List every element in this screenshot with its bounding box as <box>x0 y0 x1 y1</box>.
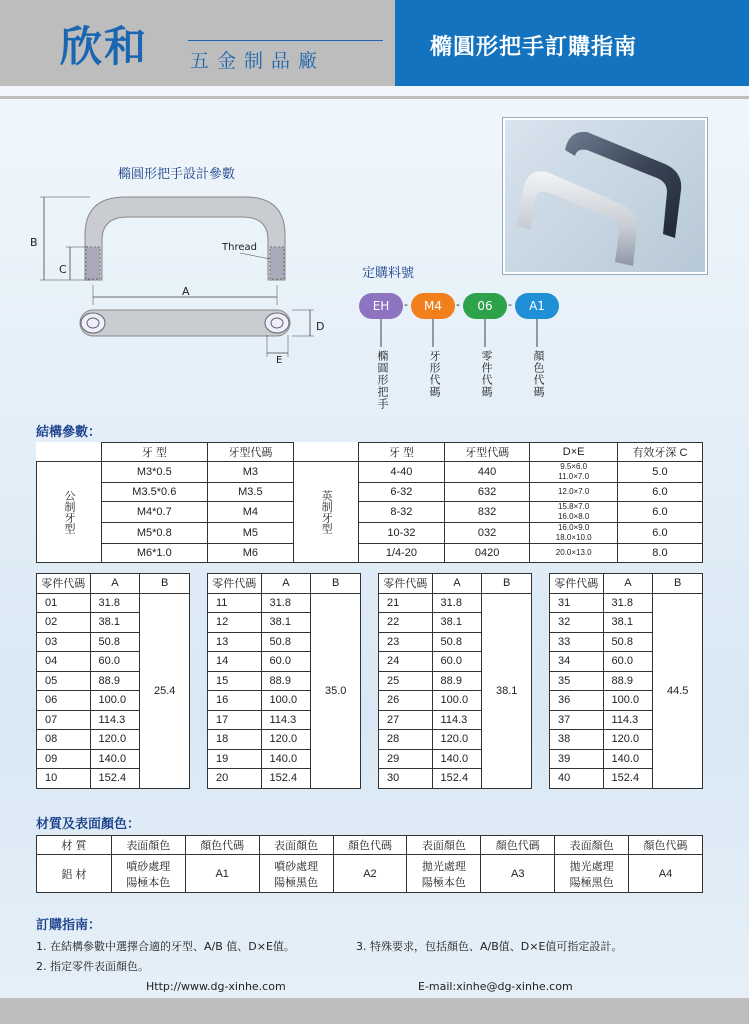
imperial-code: 440 <box>444 462 530 483</box>
value-a: 152.4 <box>261 769 311 789</box>
col-header: 牙型代碼 <box>444 443 530 462</box>
material-row <box>37 855 703 893</box>
part-code: 24 <box>379 652 433 672</box>
footer-url[interactable]: Http://www.dg-xinhe.com <box>146 980 286 993</box>
part-code: 19 <box>208 749 262 769</box>
part-code: 08 <box>37 730 91 750</box>
value-a: 38.1 <box>261 613 311 633</box>
value-a: 88.9 <box>261 671 311 691</box>
thread-depth: 6.0 <box>617 502 702 523</box>
col-header: 表面顏色 <box>555 836 629 855</box>
table-row <box>37 593 190 613</box>
col-header: 表面顏色 <box>259 836 333 855</box>
de-value: 16.0×9.0 <box>557 523 590 532</box>
part-code: 21 <box>379 593 433 613</box>
col-header: A <box>261 574 311 594</box>
finish-line: 陽極本色 <box>126 876 171 889</box>
code-dash: - <box>456 298 460 311</box>
product-photo <box>503 118 707 274</box>
imperial-type: 1/4-20 <box>359 544 445 563</box>
imperial-code: 0420 <box>444 544 530 563</box>
finish-line: 陽極本色 <box>421 876 466 889</box>
code-desc-06: 零件代碼 <box>480 350 493 398</box>
finish-line: 噴砂處理 <box>274 860 319 873</box>
metric-code: M4 <box>207 502 294 523</box>
col-header: B <box>140 574 190 594</box>
metric-type: M6*1.0 <box>102 544 208 563</box>
parts-table <box>378 573 532 789</box>
structure-title: 結構參數： <box>36 425 102 440</box>
metric-type: M5*0.8 <box>102 523 208 544</box>
col-header: A <box>90 574 140 594</box>
parts-header-row <box>550 574 703 594</box>
value-a: 140.0 <box>432 749 482 769</box>
col-header: 有效牙深 C <box>617 443 702 462</box>
table-row <box>550 593 703 613</box>
brand-underline <box>188 40 383 41</box>
value-a: 152.4 <box>603 769 653 789</box>
color-code: A3 <box>481 855 555 893</box>
col-header: 零件代碼 <box>208 574 262 594</box>
parts-table <box>207 573 361 789</box>
code-desc-m4: 牙形代碼 <box>428 350 441 398</box>
part-code: 20 <box>208 769 262 789</box>
page-title: 橢圓形把手訂購指南 <box>430 34 638 60</box>
col-header: 材 質 <box>37 836 112 855</box>
value-a: 120.0 <box>90 730 140 750</box>
value-a: 114.3 <box>90 710 140 730</box>
imperial-type: 6-32 <box>359 483 445 502</box>
value-a: 114.3 <box>261 710 311 730</box>
value-a: 60.0 <box>432 652 482 672</box>
dim-label-a: A <box>182 285 190 298</box>
header-rule <box>0 96 749 99</box>
part-code: 06 <box>37 691 91 711</box>
code-bubble-m4: M4 <box>411 293 455 319</box>
col-header: 牙型代碼 <box>207 443 294 462</box>
col-header: B <box>653 574 703 594</box>
part-code: 26 <box>379 691 433 711</box>
value-a: 60.0 <box>90 652 140 672</box>
de-cell <box>530 462 617 483</box>
imperial-type: 4-40 <box>359 462 445 483</box>
value-a: 50.8 <box>432 632 482 652</box>
metric-code: M5 <box>207 523 294 544</box>
part-code: 10 <box>37 769 91 789</box>
finish-cell <box>407 855 481 893</box>
value-a: 50.8 <box>90 632 140 652</box>
col-header: 零件代碼 <box>550 574 604 594</box>
value-b: 25.4 <box>140 593 190 788</box>
brand-name: 欣和 <box>60 22 149 71</box>
code-desc-eh: 橢圓形把手 <box>376 350 389 410</box>
de-cell <box>530 502 617 523</box>
part-code: 18 <box>208 730 262 750</box>
metric-code: M3 <box>207 462 294 483</box>
table-row <box>208 593 361 613</box>
guide-step-3: 3. 特殊要求，包括顏色、A/B值、D×E值可指定設計。 <box>356 940 623 953</box>
parts-header-row <box>379 574 532 594</box>
col-header: D×E <box>530 443 617 462</box>
code-bubble-eh: EH <box>359 293 403 319</box>
value-a: 100.0 <box>603 691 653 711</box>
col-header: 顏色代碼 <box>629 836 703 855</box>
value-a: 50.8 <box>603 632 653 652</box>
col-header: B <box>311 574 361 594</box>
metric-type: M3*0.5 <box>102 462 208 483</box>
part-code: 25 <box>379 671 433 691</box>
code-dash: - <box>508 298 512 311</box>
de-value: 11.0×7.0 <box>558 472 590 481</box>
part-code: 31 <box>550 593 604 613</box>
value-a: 60.0 <box>261 652 311 672</box>
part-code: 36 <box>550 691 604 711</box>
value-a: 120.0 <box>603 730 653 750</box>
metric-type: M4*0.7 <box>102 502 208 523</box>
thread-depth: 8.0 <box>617 544 702 563</box>
thread-depth: 5.0 <box>617 462 702 483</box>
col-header: 顏色代碼 <box>185 836 259 855</box>
de-cell <box>530 544 617 563</box>
parts-header-row <box>208 574 361 594</box>
parts-header-row <box>37 574 190 594</box>
part-code: 33 <box>550 632 604 652</box>
value-a: 100.0 <box>432 691 482 711</box>
value-a: 88.9 <box>90 671 140 691</box>
imperial-type: 10-32 <box>359 523 445 544</box>
de-value: 20.0×13.0 <box>555 548 592 557</box>
color-code: A4 <box>629 855 703 893</box>
thread-depth: 6.0 <box>617 483 702 502</box>
part-code: 38 <box>550 730 604 750</box>
material-name: 鋁 材 <box>37 855 112 893</box>
guide-title: 訂購指南： <box>36 918 102 933</box>
part-code: 05 <box>37 671 91 691</box>
de-cell <box>530 483 617 502</box>
part-code: 13 <box>208 632 262 652</box>
part-code: 15 <box>208 671 262 691</box>
dim-label-c: C <box>59 263 67 276</box>
finish-line: 拋光處理 <box>421 860 466 873</box>
part-code: 32 <box>550 613 604 633</box>
table-row <box>37 462 703 483</box>
finish-line: 陽極黑色 <box>569 876 614 889</box>
brand-subtitle: 五金制品廠 <box>190 50 326 72</box>
part-code: 16 <box>208 691 262 711</box>
col-header: 零件代碼 <box>379 574 433 594</box>
material-table <box>36 835 703 893</box>
value-a: 31.8 <box>90 593 140 613</box>
thread-depth: 6.0 <box>617 523 702 544</box>
col-header: 牙 型 <box>102 443 208 462</box>
value-a: 31.8 <box>261 593 311 613</box>
part-code: 03 <box>37 632 91 652</box>
part-code: 22 <box>379 613 433 633</box>
dim-label-b: B <box>30 236 38 249</box>
value-a: 140.0 <box>261 749 311 769</box>
part-code: 34 <box>550 652 604 672</box>
col-header: 零件代碼 <box>37 574 91 594</box>
value-a: 38.1 <box>432 613 482 633</box>
col-header: B <box>482 574 532 594</box>
finish-cell <box>259 855 333 893</box>
imperial-code: 832 <box>444 502 530 523</box>
de-value: 16.0×8.0 <box>557 512 590 521</box>
part-code: 35 <box>550 671 604 691</box>
finish-line: 噴砂處理 <box>126 860 171 873</box>
code-bubble-06: 06 <box>463 293 507 319</box>
table-row <box>37 544 703 563</box>
table-row <box>379 593 532 613</box>
finish-cell <box>555 855 629 893</box>
value-a: 120.0 <box>432 730 482 750</box>
value-a: 31.8 <box>603 593 653 613</box>
parts-table <box>549 573 703 789</box>
guide-step-2: 2. 指定零件表面顏色。 <box>36 960 149 973</box>
color-code: A2 <box>333 855 407 893</box>
imperial-code: 032 <box>444 523 530 544</box>
guide-step-1: 1. 在結構參數中選擇合適的牙型、A/B 值、D×E值。 <box>36 940 295 953</box>
table-row <box>37 502 703 523</box>
metric-type: M3.5*0.6 <box>102 483 208 502</box>
value-a: 152.4 <box>90 769 140 789</box>
part-code: 23 <box>379 632 433 652</box>
value-b: 38.1 <box>482 593 532 788</box>
value-a: 120.0 <box>261 730 311 750</box>
footer-bar <box>0 998 749 1024</box>
structure-header-row <box>37 443 703 462</box>
de-value: 9.5×6.0 <box>560 462 588 471</box>
parts-table <box>36 573 190 789</box>
material-header-row <box>37 836 703 855</box>
code-connectors <box>359 319 559 349</box>
value-a: 114.3 <box>603 710 653 730</box>
dim-label-thread: Thread <box>222 242 257 253</box>
value-a: 140.0 <box>603 749 653 769</box>
dim-label-d: D <box>316 320 325 333</box>
finish-line: 陽極黑色 <box>274 876 319 889</box>
value-a: 50.8 <box>261 632 311 652</box>
part-code: 07 <box>37 710 91 730</box>
part-code: 11 <box>208 593 262 613</box>
col-header: A <box>603 574 653 594</box>
col-header: 顏色代碼 <box>333 836 407 855</box>
part-code: 39 <box>550 749 604 769</box>
col-header: 表面顏色 <box>111 836 185 855</box>
diagram-title: 橢圓形把手設計參數 <box>118 167 236 182</box>
col-header: A <box>432 574 482 594</box>
metric-code: M6 <box>207 544 294 563</box>
part-code: 17 <box>208 710 262 730</box>
part-code: 29 <box>379 749 433 769</box>
de-value: 18.0×10.0 <box>555 533 592 542</box>
value-b: 35.0 <box>311 593 361 788</box>
code-dash: - <box>404 298 408 311</box>
color-code: A1 <box>185 855 259 893</box>
value-a: 140.0 <box>90 749 140 769</box>
metric-label: 公制牙型 <box>37 462 102 563</box>
material-title: 材質及表面顏色： <box>36 817 141 832</box>
imperial-type: 8-32 <box>359 502 445 523</box>
structure-table <box>36 442 703 563</box>
value-a: 114.3 <box>432 710 482 730</box>
value-a: 38.1 <box>603 613 653 633</box>
value-a: 60.0 <box>603 652 653 672</box>
code-bubble-a1: A1 <box>515 293 559 319</box>
order-code-title: 定購料號 <box>362 266 415 281</box>
value-b: 44.5 <box>653 593 703 788</box>
part-code: 27 <box>379 710 433 730</box>
de-cell <box>530 523 617 544</box>
value-a: 100.0 <box>90 691 140 711</box>
part-code: 12 <box>208 613 262 633</box>
de-value: 15.8×7.0 <box>557 502 590 511</box>
part-code: 14 <box>208 652 262 672</box>
value-a: 100.0 <box>261 691 311 711</box>
part-code: 04 <box>37 652 91 672</box>
metric-code: M3.5 <box>207 483 294 502</box>
value-a: 31.8 <box>432 593 482 613</box>
imperial-label: 英制牙型 <box>294 462 359 563</box>
part-code: 02 <box>37 613 91 633</box>
part-code: 09 <box>37 749 91 769</box>
imperial-code: 632 <box>444 483 530 502</box>
col-header: 表面顏色 <box>407 836 481 855</box>
part-code: 40 <box>550 769 604 789</box>
code-desc-a1: 顏色代碼 <box>532 350 545 398</box>
part-code: 28 <box>379 730 433 750</box>
table-row <box>37 523 703 544</box>
value-a: 38.1 <box>90 613 140 633</box>
value-a: 88.9 <box>432 671 482 691</box>
footer-email[interactable]: E-mail:xinhe@dg-xinhe.com <box>418 980 573 993</box>
part-code: 30 <box>379 769 433 789</box>
value-a: 88.9 <box>603 671 653 691</box>
handle-drawing <box>30 185 340 370</box>
part-code: 01 <box>37 593 91 613</box>
col-header: 牙 型 <box>359 443 445 462</box>
col-header: 顏色代碼 <box>481 836 555 855</box>
de-value: 12.0×7.0 <box>557 487 590 496</box>
finish-cell <box>111 855 185 893</box>
finish-line: 拋光處理 <box>569 860 614 873</box>
value-a: 152.4 <box>432 769 482 789</box>
part-code: 37 <box>550 710 604 730</box>
dim-label-e: E <box>276 355 283 366</box>
table-row <box>37 483 703 502</box>
